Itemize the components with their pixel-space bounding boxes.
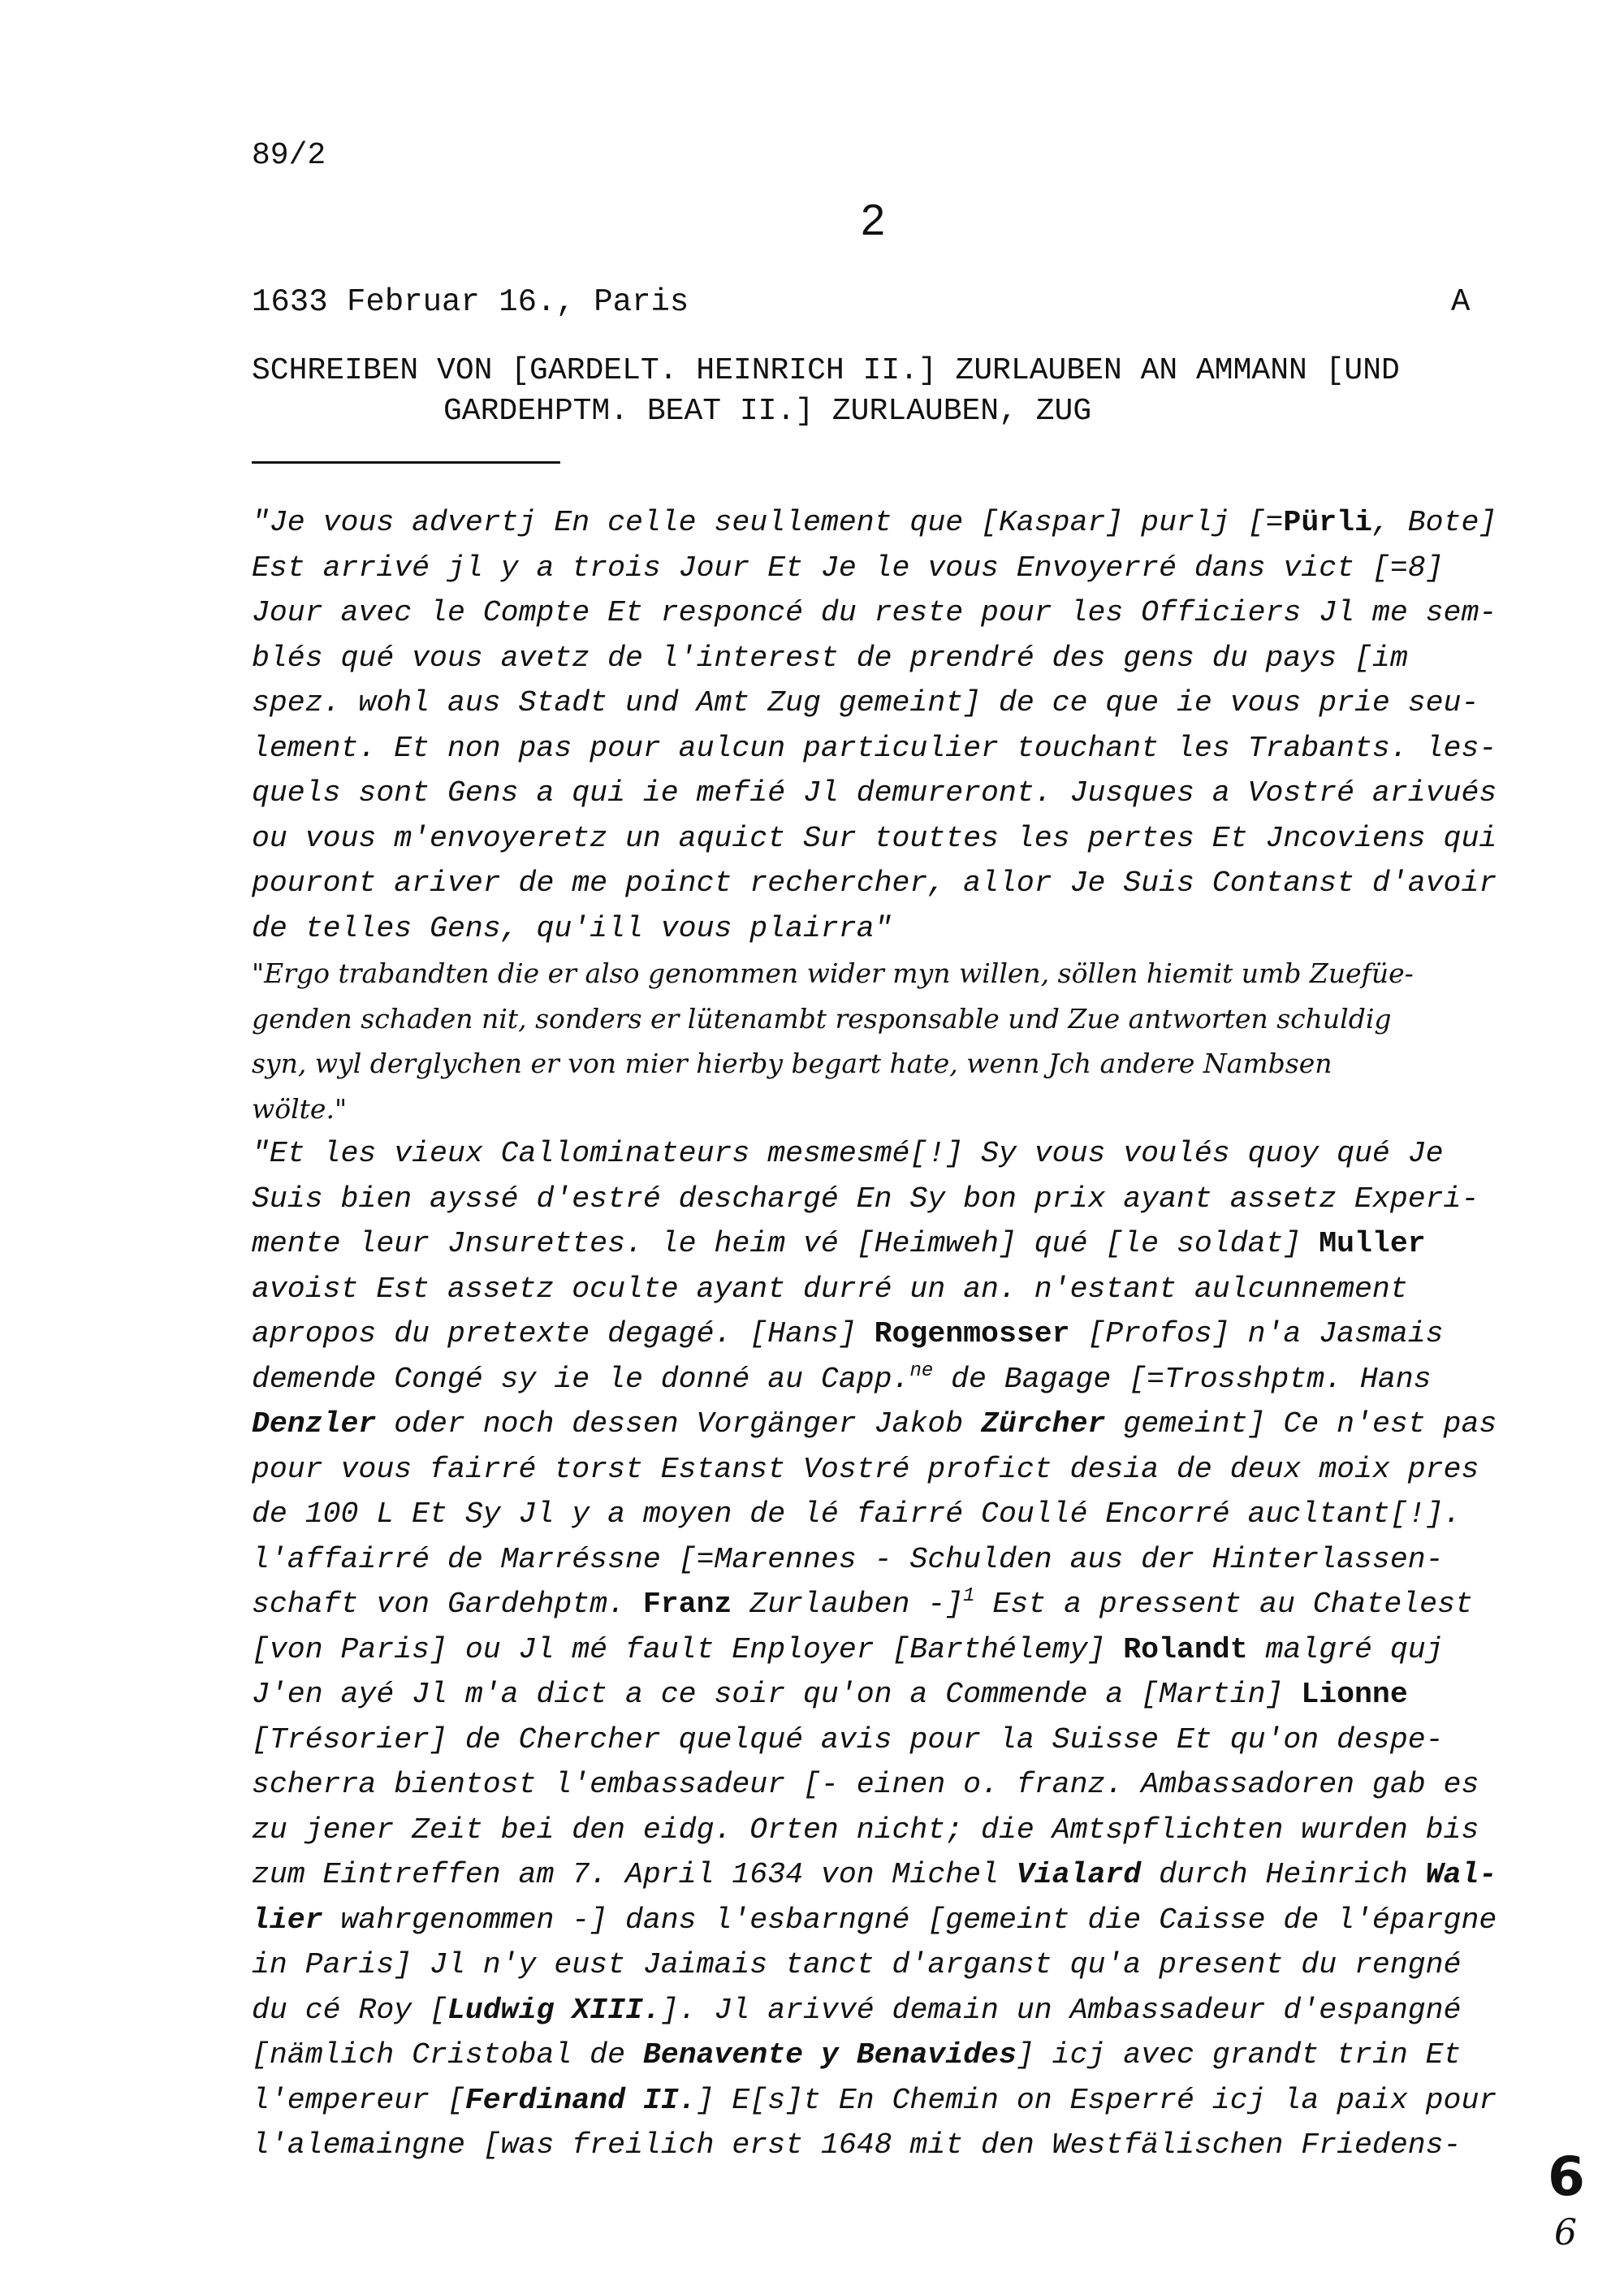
text-line: pouront ariver de me poinct rechercher, allor Je Suis Contanst d'avoir bbox=[252, 866, 1497, 900]
text-line: mente leur Jnsurettes. le heim vé [Heimweh] qué [le soldat] Muller bbox=[252, 1227, 1426, 1260]
text-line: avoist Est assetz oculte ayant durré un an. n'estant aulcunnement bbox=[252, 1272, 1408, 1306]
text-line: "Je vous advertj En celle seullement que [Kaspar] purlj [=Pürli, Bote] bbox=[252, 506, 1497, 539]
quoted-line-handwritten: syn, wyl derglychen er von mier hierby begart hate, wenn Jch andere Nambsen bbox=[252, 1048, 1332, 1079]
text-line: Denzler oder noch dessen Vorgänger Jakob Zürcher gemeint] Ce n'est pas bbox=[252, 1407, 1497, 1441]
text-line: de telles Gens, qu'ill vous plairra" bbox=[252, 911, 892, 945]
text-line: spez. wohl aus Stadt und Amt Zug gemeint] de ce que ie vous prie seu- bbox=[252, 686, 1479, 719]
text-line: [von Paris] ou Jl mé fault Enployer [Barthélemy] Rolandt malgré quj bbox=[252, 1632, 1444, 1666]
page-number-handwritten: 6 bbox=[1554, 2212, 1577, 2253]
text-line: quels sont Gens a qui ie mefié Jl demureront. Jusques a Vostré arivués bbox=[252, 776, 1497, 810]
quoted-line-handwritten: "Ergo trabandten die er also genommen wider myn willen, söllen hiemit umb Zuefüe- bbox=[252, 957, 1414, 989]
copy-letter: A bbox=[1451, 284, 1471, 320]
text-line: [nämlich Cristobal de Benavente y Benavides] icj avec grandt trin Et bbox=[252, 2038, 1462, 2072]
text-line: demende Congé sy ie le donné au Capp.$^{ne}$ de Bagage [=Trosshptm. Hans bbox=[252, 1359, 1432, 1396]
text-line: du cé Roy [Ludwig XIII.]. Jl arivvé demain un Ambassadeur d'espangné bbox=[252, 1993, 1462, 2027]
text-line: blés qué vous avetz de l'interest de prendré des gens du pays [im bbox=[252, 641, 1408, 675]
text-line: pour vous fairré torst Estanst Vostré profict desia de deux moix pres bbox=[252, 1452, 1479, 1486]
quoted-line-handwritten: genden schaden nit, sonders er lütenambt responsable und Zue antworten schuldig bbox=[252, 1002, 1392, 1035]
text-line: l'empereur [Ferdinand II.] E[s]t En Chemin on Esperré icj la paix pour bbox=[252, 2083, 1497, 2117]
title-line: SCHREIBEN VON [GARDELT. HEINRICH II.] ZURLAUBEN AN AMMANN [UND bbox=[252, 353, 1400, 388]
quoted-line-handwritten: wölte." bbox=[252, 1092, 348, 1125]
text-line: zum Eintreffen am 7. April 1634 von Michel Vialard durch Heinrich Wal- bbox=[252, 1858, 1497, 1891]
document-title bbox=[252, 351, 1486, 432]
text-line: zu jener Zeit bei den eidg. Orten nicht; die Amtspflichten wurden bis bbox=[252, 1813, 1479, 1847]
title-line: GARDEHPTM. BEAT II.] ZURLAUBEN, ZUG bbox=[443, 394, 1092, 429]
text-line: schaft von Gardehptm. Franz Zurlauben -]$^1$ Est a pressent au Chatelest bbox=[252, 1585, 1473, 1621]
text-line: ou vous m'envoyeretz un aquict Sur touttes les pertes Et Jncoviens qui bbox=[252, 821, 1497, 855]
text-line: l'affairré de Marréssne [=Marennes - Schulden aus der Hinterlassen- bbox=[252, 1542, 1444, 1576]
page-number: 6 bbox=[1548, 2145, 1585, 2208]
letter-body bbox=[252, 500, 1497, 2168]
document-number: 2 bbox=[861, 196, 886, 244]
separator-rule bbox=[252, 461, 560, 464]
text-line: "Et les vieux Callominateurs mesmesmé[!] Sy vous voulés quoy qué Je bbox=[252, 1137, 1444, 1170]
text-line: Jour avec le Compte Et responcé du reste pour les Officiers Jl me sem- bbox=[252, 596, 1497, 629]
archive-reference: 89/2 bbox=[252, 138, 326, 173]
text-line: Est arrivé jl y a trois Jour Et Je le vous Envoyerré dans vict [=8] bbox=[252, 551, 1444, 585]
text-line: de 100 L Et Sy Jl y a moyen de lé fairré Coullé Encorré aucltant[!]. bbox=[252, 1497, 1462, 1531]
text-line: J'en ayé Jl m'a dict a ce soir qu'on a Commende a [Martin] Lionne bbox=[252, 1678, 1408, 1711]
text-line: apropos du pretexte degagé. [Hans] Rogenmosser [Profos] n'a Jasmais bbox=[252, 1317, 1444, 1350]
text-line: lement. Et non pas pour aulcun particulier touchant les Trabants. les- bbox=[252, 731, 1497, 765]
text-line: [Trésorier] de Chercher quelqué avis pour la Suisse Et qu'on despe- bbox=[252, 1722, 1444, 1756]
text-line: lier wahrgenommen -] dans l'esbarngné [gemeint die Caisse de l'épargne bbox=[252, 1903, 1497, 1937]
text-line: scherra bientost l'embassadeur [- einen o. franz. Ambassadoren gab es bbox=[252, 1768, 1479, 1801]
text-line: Suis bien ayssé d'estré deschargé En Sy bon prix ayant assetz Experi- bbox=[252, 1182, 1479, 1216]
text-line: in Paris] Jl n'y eust Jaimais tanct d'arganst qu'a present du rengné bbox=[252, 1948, 1462, 1981]
date-and-place: 1633 Februar 16., Paris bbox=[252, 284, 689, 320]
text-line: l'alemaingne [was freilich erst 1648 mit den Westfälischen Friedens- bbox=[252, 2128, 1462, 2162]
